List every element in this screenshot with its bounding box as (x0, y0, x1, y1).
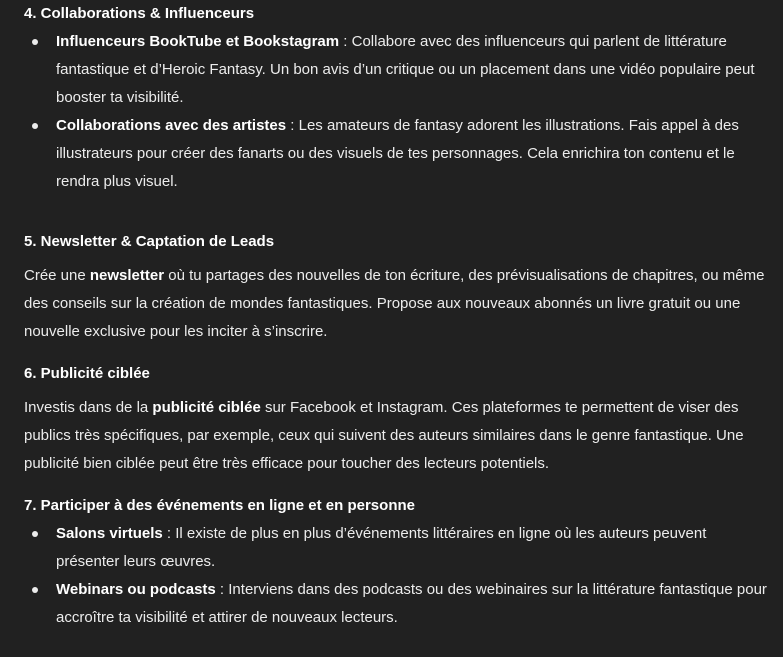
section-publicite (24, 360, 773, 478)
list-item (24, 28, 773, 112)
bullet-icon (32, 39, 38, 45)
section-newsletter (24, 228, 773, 346)
bullet-icon (32, 531, 38, 537)
list-item (24, 520, 773, 576)
bullet-list (24, 520, 773, 632)
section-heading: 7. Participer à des événements en ligne et en personne (24, 497, 415, 514)
para-text: Investis dans de la (24, 399, 153, 416)
item-text: : Collabore avec des influenceurs qui parlent de littérature fantastique et d’Heroic Fantasy. Un bon avis d’un critique ou un placement dans une vidéo populaire peut booster ta visibilité. (56, 33, 755, 106)
para-text: où tu partages des nouvelles de ton écriture, des prévisualisations de chapitres, ou même des conseils sur la création de mondes fantastiques. Propose aux nouveaux abonnés un livre gratuit ou une nouvelle exclusive pour les inciter à s’inscrire. (24, 267, 765, 340)
section-heading: 4. Collaborations & Influenceurs (24, 5, 255, 22)
item-text: : Il existe de plus en plus d’événements littéraires en ligne où les auteurs peuvent présenter leurs œuvres. (56, 525, 707, 570)
para-bold: newsletter (89, 267, 165, 284)
section-heading: 5. Newsletter & Captation de Leads (24, 233, 275, 250)
bullet-icon (32, 587, 38, 593)
para-text: sur Facebook et Instagram. Ces plateformes te permettent de viser des publics très spécifiques, par exemple, ceux qui suivent des auteurs similaires dans le genre fantastique. Une publicité bien ciblée peut être très efficace pour toucher des lecteurs potentiels. (24, 399, 744, 472)
para-text: Crée une (24, 267, 90, 284)
item-text: : Les amateurs de fantasy adorent les illustrations. Fais appel à des illustrateurs pour créer des fanarts ou des visuels de tes personnages. Cela enrichira ton contenu et le rendra plus visuel. (56, 117, 739, 190)
section-collaborations (24, 0, 773, 196)
item-title: Webinars ou podcasts (56, 581, 216, 598)
list-item (24, 112, 773, 196)
item-title: Salons virtuels (56, 525, 163, 542)
bullet-icon (32, 123, 38, 129)
list-item (24, 576, 773, 632)
item-title: Influenceurs BookTube et Bookstagram (56, 33, 340, 50)
para-bold: publicité ciblée (152, 399, 261, 416)
section-paragraph (24, 262, 773, 346)
item-text: : Interviens dans des podcasts ou des webinaires sur la littérature fantastique pour accroître ta visibilité et attirer de nouveaux lecteurs. (56, 581, 767, 626)
bullet-list (24, 28, 773, 196)
section-evenements (24, 492, 773, 632)
section-paragraph (24, 394, 773, 478)
item-title: Collaborations avec des artistes (56, 117, 287, 134)
section-heading: 6. Publicité ciblée (24, 365, 150, 382)
